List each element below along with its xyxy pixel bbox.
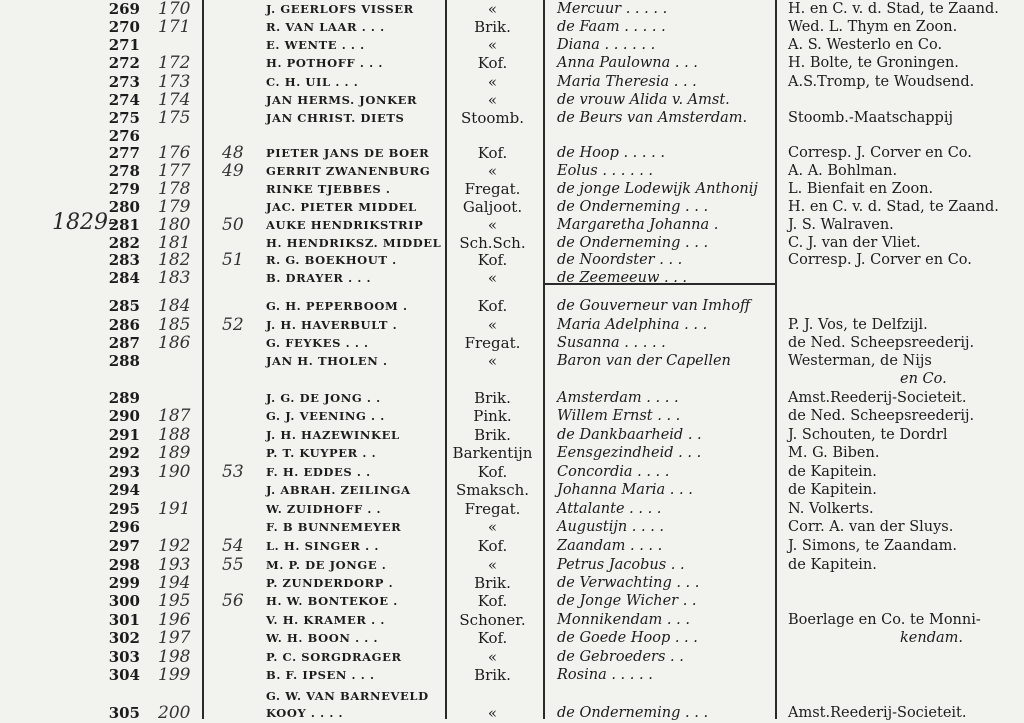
cell-name: PIETER JANS DE BOER — [266, 146, 430, 160]
cell-name: G. W. VAN BARNEVELD — [266, 689, 429, 703]
cell-name: W. H. BOON . . . — [266, 631, 379, 645]
cell-ship: Concordia . . . . — [557, 464, 670, 480]
cell-owner: H. en C. v. d. Stad, te Zaand. — [788, 1, 999, 17]
cell-name: P. C. SORGDRAGER — [266, 650, 402, 664]
register-row — [0, 91, 1024, 109]
cell-hw: 183 — [158, 268, 191, 288]
cell-type: Fregat. — [464, 500, 521, 518]
cell-type: Sch.Sch. — [459, 234, 526, 252]
cell-ship: Attalante . . . . — [557, 501, 662, 517]
register-row — [0, 666, 1024, 684]
cell-owner: J. Simons, te Zaandam. — [788, 538, 957, 554]
cell-name: H. HENDRIKSZ. MIDDEL — [266, 236, 442, 250]
cell-num: 292 — [108, 444, 140, 462]
cell-hw: 197 — [158, 628, 191, 648]
cell-num: 299 — [108, 574, 140, 592]
cell-type: « — [487, 269, 498, 287]
cell-num: 302 — [108, 629, 140, 647]
cell-type: Kof. — [477, 251, 508, 269]
cell-hw: 188 — [158, 425, 191, 445]
register-row — [0, 592, 1024, 610]
cell-owner: M. G. Biben. — [788, 445, 880, 461]
cell-owner: de Ned. Scheepsreederij. — [788, 408, 975, 424]
cell-name: H. W. BONTEKOE . — [266, 594, 398, 608]
cell-ship: Amsterdam . . . . — [557, 390, 679, 406]
cell-ship: de Dankbaarheid . . — [557, 427, 702, 443]
cell-hw: 180 — [158, 215, 191, 235]
cell-ship: Maria Theresia . . . — [557, 74, 697, 90]
cell-ship: Margaretha Johanna . — [557, 217, 719, 233]
cell-type: « — [487, 556, 498, 574]
cell-hw: 184 — [158, 296, 191, 316]
cell-ship: de Onderneming . . . — [557, 235, 709, 251]
cell-hw: 182 — [158, 250, 191, 270]
cell-num: 293 — [108, 463, 140, 481]
register-row — [0, 518, 1024, 536]
cell-hw2: 51 — [222, 250, 244, 270]
register-row — [0, 198, 1024, 216]
cell-num: 296 — [108, 518, 140, 536]
register-row — [0, 180, 1024, 198]
cell-hw: 185 — [158, 315, 191, 335]
cell-num: 304 — [108, 666, 140, 684]
cell-num: 305 — [108, 704, 140, 722]
register-row — [0, 389, 1024, 407]
cell-owner: Boerlage en Co. te Monni- — [788, 612, 981, 628]
cell-name: L. H. SINGER . . — [266, 539, 379, 553]
cell-owner: Amst.Reederij-Societeit. — [788, 390, 967, 406]
cell-owner: Corresp. J. Corver en Co. — [788, 145, 972, 161]
cell-hw: 190 — [158, 462, 191, 482]
cell-hw: 181 — [158, 233, 191, 253]
cell-type: Smaksch. — [455, 481, 530, 499]
cell-hw: 172 — [158, 53, 191, 73]
cell-num: 278 — [108, 162, 140, 180]
cell-type: Kof. — [477, 54, 508, 72]
register-row — [0, 370, 1024, 388]
cell-hw: 196 — [158, 610, 191, 630]
cell-ship: de vrouw Alida v. Amst. — [557, 92, 730, 108]
cell-hw: 170 — [158, 0, 191, 19]
register-row — [0, 463, 1024, 481]
cell-num: 271 — [108, 36, 140, 54]
cell-type: Kof. — [477, 537, 508, 555]
cell-hw2: 55 — [222, 555, 244, 575]
cell-ship: de Goede Hoop . . . — [557, 630, 698, 646]
cell-name: RINKE TJEBBES . — [266, 182, 391, 196]
cell-name: H. POTHOFF . . . — [266, 56, 383, 70]
cell-ship: Mercuur . . . . . — [557, 1, 668, 17]
cell-num: 283 — [108, 251, 140, 269]
register-row — [0, 648, 1024, 666]
cell-owner: Wed. L. Thym en Zoon. — [788, 19, 958, 35]
register-row — [0, 18, 1024, 36]
cell-owner: Westerman, de Nijs — [788, 353, 932, 369]
cell-owner: Corresp. J. Corver en Co. — [788, 252, 972, 268]
cell-name: JAC. PIETER MIDDEL — [266, 200, 417, 214]
register-row — [0, 334, 1024, 352]
cell-ship: de Onderneming . . . — [557, 705, 709, 721]
cell-name: E. WENTE . . . — [266, 38, 365, 52]
cell-owner: J. S. Walraven. — [788, 217, 894, 233]
register-row — [0, 611, 1024, 629]
cell-num: 286 — [108, 316, 140, 334]
cell-num: 273 — [108, 73, 140, 91]
cell-type: Kof. — [477, 463, 508, 481]
cell-name: J. ABRAH. ZEILINGA — [266, 483, 411, 497]
register-row — [0, 109, 1024, 127]
register-row — [0, 216, 1024, 234]
cell-type: Kof. — [477, 592, 508, 610]
register-row — [0, 500, 1024, 518]
cell-num: 285 — [108, 297, 140, 315]
cell-num: 270 — [108, 18, 140, 36]
register-row — [0, 73, 1024, 91]
cell-type: Kof. — [477, 297, 508, 315]
register-row — [0, 269, 1024, 287]
cell-name: J. G. DE JONG . . — [266, 391, 381, 405]
cell-name: G. J. VEENING . . — [266, 409, 385, 423]
register-row — [0, 444, 1024, 462]
cell-ship: Rosina . . . . . — [557, 667, 653, 683]
cell-type: Brik. — [474, 666, 511, 684]
cell-ship: Susanna . . . . . — [557, 335, 666, 351]
cell-hw: 175 — [158, 108, 191, 128]
cell-name: P. T. KUYPER . . — [266, 446, 377, 460]
cell-name: G. H. PEPERBOOM . — [266, 299, 408, 313]
cell-type: Kof. — [477, 629, 508, 647]
cell-owner: H. en C. v. d. Stad, te Zaand. — [788, 199, 999, 215]
cell-name: JAN CHRIST. DIETS — [266, 111, 405, 125]
cell-name: JAN HERMS. JONKER — [266, 93, 418, 107]
cell-num: 294 — [108, 481, 140, 499]
cell-owner: Corr. A. van der Sluys. — [788, 519, 954, 535]
cell-ship: Anna Paulowna . . . — [557, 55, 698, 71]
cell-name: M. P. DE JONGE . — [266, 558, 387, 572]
cell-hw: 198 — [158, 647, 191, 667]
cell-hw: 174 — [158, 90, 191, 110]
cell-num: 280 — [108, 198, 140, 216]
cell-type: « — [487, 162, 498, 180]
cell-type: Fregat. — [464, 180, 521, 198]
cell-type: Brik. — [474, 18, 511, 36]
cell-type: « — [487, 73, 498, 91]
cell-num: 276 — [108, 127, 140, 145]
cell-name: G. FEYKES . . . — [266, 336, 369, 350]
cell-type: « — [487, 648, 498, 666]
cell-ship: de Verwachting . . . — [557, 575, 700, 591]
cell-num: 269 — [108, 0, 140, 18]
cell-ship: Eolus . . . . . . — [557, 163, 654, 179]
cell-num: 281 — [108, 216, 140, 234]
cell-owner2: en Co. — [900, 371, 947, 387]
cell-name: J. GEERLOFS VISSER — [266, 2, 414, 16]
cell-hw: 171 — [158, 17, 191, 37]
cell-num: 277 — [108, 144, 140, 162]
cell-ship: Diana . . . . . . — [557, 37, 656, 53]
cell-num: 287 — [108, 334, 140, 352]
cell-name: F. H. EDDES . . — [266, 465, 371, 479]
margin-note-year: 1829- — [52, 210, 116, 235]
cell-owner: P. J. Vos, te Delfzijl. — [788, 317, 928, 333]
cell-type: « — [487, 91, 498, 109]
cell-num: 303 — [108, 648, 140, 666]
cell-type: « — [487, 0, 498, 18]
cell-owner: A. A. Bohlman. — [788, 163, 898, 179]
cell-name: AUKE HENDRIKSTRIP — [266, 218, 424, 232]
cell-hw: 173 — [158, 72, 191, 92]
cell-hw2: 50 — [222, 215, 244, 235]
register-row — [0, 426, 1024, 444]
cell-type: Stoomb. — [461, 109, 524, 127]
cell-hw2: 56 — [222, 591, 244, 611]
cell-owner: A.S.Tromp, te Woudsend. — [788, 74, 975, 90]
cell-type: « — [487, 352, 498, 370]
cell-num: 290 — [108, 407, 140, 425]
register-row — [0, 556, 1024, 574]
cell-type: « — [487, 216, 498, 234]
cell-hw: 179 — [158, 197, 191, 217]
register-row — [0, 574, 1024, 592]
cell-num: 298 — [108, 556, 140, 574]
cell-ship: Willem Ernst . . . — [557, 408, 681, 424]
cell-num: 274 — [108, 91, 140, 109]
cell-type: Brik. — [474, 426, 511, 444]
cell-name: KOOY . . . . — [266, 706, 344, 720]
register-row — [0, 629, 1024, 647]
cell-hw: 176 — [158, 143, 191, 163]
cell-ship: de Hoop . . . . . — [557, 145, 665, 161]
cell-type: « — [487, 704, 498, 722]
cell-name: F. B BUNNEMEYER — [266, 520, 402, 534]
cell-ship: de Gouverneur van Imhoff — [557, 298, 751, 314]
register-row — [0, 352, 1024, 370]
register-row — [0, 0, 1024, 18]
cell-ship: de Zeemeeuw . . . — [557, 270, 688, 286]
cell-name: B. F. IPSEN . . . — [266, 668, 375, 682]
cell-num: 300 — [108, 592, 140, 610]
cell-name: R. G. BOEKHOUT . — [266, 253, 397, 267]
cell-hw2: 48 — [222, 143, 244, 163]
cell-hw: 178 — [158, 179, 191, 199]
cell-num: 284 — [108, 269, 140, 287]
cell-name: V. H. KRAMER . . — [266, 613, 385, 627]
cell-num: 275 — [108, 109, 140, 127]
cell-owner: de Kapitein. — [788, 482, 877, 498]
cell-hw: 187 — [158, 406, 191, 426]
cell-hw: 192 — [158, 536, 191, 556]
cell-hw2: 54 — [222, 536, 244, 556]
cell-type: Barkentijn — [452, 444, 533, 462]
register-row — [0, 251, 1024, 269]
cell-hw: 194 — [158, 573, 191, 593]
cell-name: W. ZUIDHOFF . . — [266, 502, 382, 516]
cell-name: J. H. HAZEWINKEL — [266, 428, 400, 442]
register-row — [0, 297, 1024, 315]
cell-name: J. H. HAVERBULT . — [266, 318, 398, 332]
cell-name: C. H. UIL . . . — [266, 75, 359, 89]
cell-type: Brik. — [474, 574, 511, 592]
cell-owner: A. S. Westerlo en Co. — [788, 37, 943, 53]
cell-type: « — [487, 518, 498, 536]
register-row — [0, 36, 1024, 54]
cell-name: GERRIT ZWANENBURG — [266, 164, 431, 178]
cell-hw: 177 — [158, 161, 191, 181]
cell-type: Kof. — [477, 144, 508, 162]
cell-hw2: 53 — [222, 462, 244, 482]
cell-owner2: kendam. — [900, 630, 963, 646]
cell-num: 291 — [108, 426, 140, 444]
cell-ship: de Beurs van Amsterdam. — [557, 110, 748, 126]
cell-name: P. ZUNDERDORP . — [266, 576, 394, 590]
cell-ship: Zaandam . . . . — [557, 538, 663, 554]
register-row — [0, 162, 1024, 180]
cell-num: 282 — [108, 234, 140, 252]
cell-owner: J. Schouten, te Dordrl — [788, 427, 948, 443]
cell-hw: 191 — [158, 499, 191, 519]
cell-ship: de Faam . . . . . — [557, 19, 666, 35]
register-row — [0, 407, 1024, 425]
cell-type: Brik. — [474, 389, 511, 407]
cell-owner: Stoomb.-Maatschappij — [788, 110, 953, 126]
cell-ship: de Gebroeders . . — [557, 649, 684, 665]
cell-owner: Amst.Reederij-Societeit. — [788, 705, 967, 721]
cell-num: 288 — [108, 352, 140, 370]
cell-hw: 195 — [158, 591, 191, 611]
cell-name: JAN H. THOLEN . — [266, 354, 388, 368]
cell-hw2: 49 — [222, 161, 244, 181]
cell-owner: C. J. van der Vliet. — [788, 235, 921, 251]
cell-ship: Johanna Maria . . . — [557, 482, 693, 498]
cell-name: R. VAN LAAR . . . — [266, 20, 385, 34]
cell-type: Pink. — [473, 407, 512, 425]
cell-type: Fregat. — [464, 334, 521, 352]
register-row — [0, 144, 1024, 162]
register-row — [0, 687, 1024, 705]
cell-type: Galjoot. — [462, 198, 523, 216]
register-row — [0, 234, 1024, 252]
cell-ship: Augustijn . . . . — [557, 519, 665, 535]
cell-num: 272 — [108, 54, 140, 72]
register-row — [0, 481, 1024, 499]
cell-type: Schoner. — [459, 611, 526, 629]
cell-hw: 186 — [158, 333, 191, 353]
cell-num: 297 — [108, 537, 140, 555]
cell-ship: Baron van der Capellen — [557, 353, 731, 369]
cell-owner: L. Bienfait en Zoon. — [788, 181, 934, 197]
register-row — [0, 537, 1024, 555]
cell-ship: de jonge Lodewijk Anthonij — [557, 181, 758, 197]
register-row — [0, 316, 1024, 334]
cell-ship: de Onderneming . . . — [557, 199, 709, 215]
cell-owner: de Ned. Scheepsreederij. — [788, 335, 975, 351]
cell-ship: Eensgezindheid . . . — [557, 445, 702, 461]
cell-ship: de Noordster . . . — [557, 252, 683, 268]
cell-num: 289 — [108, 389, 140, 407]
register-row — [0, 704, 1024, 722]
register-row — [0, 127, 1024, 145]
cell-num: 279 — [108, 180, 140, 198]
cell-hw: 199 — [158, 665, 191, 685]
cell-hw: 193 — [158, 555, 191, 575]
cell-hw: 189 — [158, 443, 191, 463]
cell-owner: N. Volkerts. — [788, 501, 874, 517]
cell-ship: de Jonge Wicher . . — [557, 593, 697, 609]
cell-ship: Petrus Jacobus . . — [557, 557, 685, 573]
cell-ship: Maria Adelphina . . . — [557, 317, 708, 333]
cell-hw: 200 — [158, 703, 191, 723]
cell-owner: de Kapitein. — [788, 557, 877, 573]
cell-hw2: 52 — [222, 315, 244, 335]
cell-type: « — [487, 36, 498, 54]
cell-owner: H. Bolte, te Groningen. — [788, 55, 959, 71]
cell-ship: Monnikendam . . . — [557, 612, 690, 628]
cell-name: B. DRAYER . . . — [266, 271, 372, 285]
cell-owner: de Kapitein. — [788, 464, 877, 480]
cell-type: « — [487, 316, 498, 334]
cell-num: 295 — [108, 500, 140, 518]
cell-num: 301 — [108, 611, 140, 629]
register-row — [0, 54, 1024, 72]
